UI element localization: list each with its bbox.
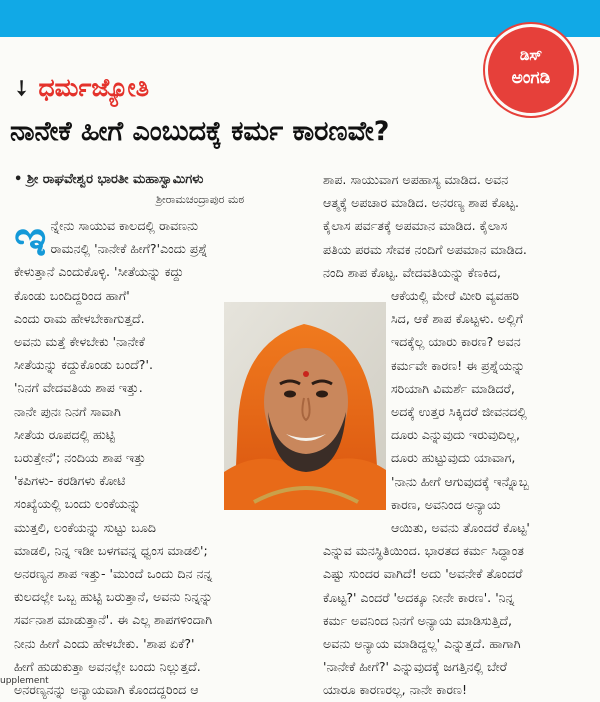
text-line: 'ನಿನಗೆ ವೇದವತಿಯ ಶಾಪ ಇತ್ತು. <box>14 380 143 396</box>
text-line: ಸೀತೆಯ ರೂಪದಲ್ಲಿ ಹುಟ್ಟಿ <box>14 426 115 442</box>
text-line: ಸರಿಯಾಗಿ ವಿಮರ್ಶೆ ಮಾಡಿದರೆ, <box>391 380 515 396</box>
text-line: ನ್ನೇನು ಸಾಯುವ ಕಾಲದಲ್ಲಿ ರಾವಣನು <box>50 218 199 233</box>
text-line: ಕುಲದಲ್ಲೇ ಒಬ್ಬ ಹುಟ್ಟಿ ಬರುತ್ತಾನೆ, ಅವನು ನಿನ್ನನ್ನು <box>14 589 213 605</box>
arrow-icon: ➘ <box>5 72 37 104</box>
text-line: ಇದಕ್ಕೆಲ್ಲ ಯಾರು ಕಾರಣ? ಅವನ <box>391 334 521 350</box>
text-line: ಹೀಗೆ ಹುಡುಕುತ್ತಾ ಅವನಲ್ಲೇ ಬಂದು ನಿಲ್ಲುತ್ತದೆ. <box>14 658 201 674</box>
text-line: ಎಷ್ಟು ಸುಂದರ ವಾಗಿದೆ! ಅದು 'ಅವನೇಕೆ ತೊಂದರೆ <box>323 566 523 582</box>
text-line: ಯಾರೂ ಕಾರಣರಲ್ಲ, ನಾನೇ ಕಾರಣ! <box>323 682 468 698</box>
article-headline: ನಾನೇಕೆ ಹೀಗೆ ಎಂಬುದಕ್ಕೆ ಕರ್ಮ ಕಾರಣವೇ? <box>10 116 390 147</box>
text-line: ಆಯಿತು, ಅವನು ತೊಂದರೆ ಕೊಟ್ಟ' <box>391 520 530 536</box>
text-line: 'ನಾನೇಕೆ ಹೀಗೆ?' ಎನ್ನುವುದಕ್ಕೆ ಜಗತ್ತಿನಲ್ಲಿ ಬೇರೆ <box>323 659 507 675</box>
section-header <box>5 72 149 104</box>
footer-caption: upplement <box>0 676 49 686</box>
text-line: ದೂರು ಹುಟ್ಟುವುದು ಯಾವಾಗ, <box>391 450 516 466</box>
text-line: ಬರುತ್ತೇನೆ'; ನಂದಿಯ ಶಾಪ ಇತ್ತು <box>14 450 146 466</box>
author-place: ಶ್ರೀರಾಮಚಂದ್ರಾಪುರ ಮಠ <box>156 193 245 206</box>
text-line: 'ನಾನು ಹೀಗೆ ಆಗುವುದಕ್ಕೆ ಇನ್ನೊಬ್ಬ <box>391 473 529 489</box>
text-line: ರಾಮನಲ್ಲಿ 'ನಾನೇಕೆ ಹೀಗೆ?'ಎಂದು ಪ್ರಶ್ನೆ <box>50 241 208 257</box>
text-line: ನಾನೇ ಪುನಃ ನಿನಗೆ ಸಾವಾಗಿ <box>14 403 121 419</box>
text-line: ಕರ್ಮ ಅವನಿಂದ ನಿನಗೆ ಅನ್ಯಾಯ ಮಾಡಿಸುತ್ತಿದೆ, <box>323 612 513 628</box>
text-line: 'ಕಪಿಗಳು- ಕರಡಿಗಳು ಕೋಟಿ <box>14 473 126 489</box>
text-line: ಅದಕ್ಕೆ ಉತ್ತರ ಸಿಕ್ಕಿದರೆ ಜೀವನದಲ್ಲಿ <box>391 404 527 420</box>
text-line: ಸಿದ, ಆಕೆ ಶಾಪ ಕೊಟ್ಟಳು. ಅಲ್ಲಿಗೆ <box>391 311 524 327</box>
text-line: ಕೈಲಾಸ ಪರ್ವತಕ್ಕೆ ಅಪಮಾನ ಮಾಡಿದ. ಕೈಲಾಸ <box>323 218 508 234</box>
text-line: ಮುತ್ತಲಿ, ಲಂಕೆಯನ್ನು ಸುಟ್ಟು ಬೂದಿ <box>14 519 156 535</box>
text-line: ಕರ್ಮವೇ ಕಾರಣ! ಈ ಪ್ರಶ್ನೆಯನ್ನು <box>391 357 526 373</box>
text-line: ಅನರಣ್ಯನನ್ನು ಅನ್ಯಾಯವಾಗಿ ಕೊಂದದ್ದರಿಂದ ಆ <box>14 682 199 698</box>
text-line: ಮಾಡಲಿ, ನಿನ್ನ ಇಡೀ ಬಳಗವನ್ನ ಧ್ವಂಸ ಮಾಡಲಿ'; <box>14 542 208 558</box>
badge-line-1: ಡಿಸ್ <box>519 46 543 64</box>
text-line: ಅವನು ಅನ್ಯಾಯ ಮಾಡಿದ್ದಲ್ಲ' ಎನ್ನುತ್ತದೆ. ಹಾಗಾಗಿ <box>323 636 521 652</box>
text-line: ಸಂಖ್ಯೆಯಲ್ಲಿ ಬಂದು ಲಂಕೆಯನ್ನು <box>14 496 141 512</box>
supplement-logo-badge <box>485 24 577 116</box>
badge-line-2: ಅಂಗಡಿ <box>511 68 551 88</box>
text-line: ಕೊಟ್ಟ?' ಎಂದರೆ 'ಅದಕ್ಕೂ ನೀನೇ ಕಾರಣ'. 'ನಿನ್ನ <box>323 589 515 605</box>
text-line: ಕೊಂಡು ಬಂದಿದ್ದರಿಂದ ಹಾಗೆ' <box>14 287 130 303</box>
text-line: ನಂದಿ ಶಾಪ ಕೊಟ್ಟ. ವೇದವತಿಯನ್ನು ಕೆಣಕಿದ, <box>323 264 501 280</box>
text-line: ಆತ್ಮಕ್ಕೆ ಅಪಚಾರ ಮಾಡಿದ. ಅನರಣ್ಯ ಶಾಪ ಕೊಟ್ಟ. <box>323 195 520 211</box>
text-line: ಕೇಳುತ್ತಾನೆ ಎಂದುಕೊಳ್ಳಿ. 'ಸೀತೆಯನ್ನು ಕದ್ದು <box>14 264 184 280</box>
text-line: ಶಾಪ. ಸಾಯುವಾಗ ಅಪಹಾಸ್ಯ ಮಾಡಿದ. ಅವನ <box>323 172 509 187</box>
article-author: • ಶ್ರೀ ರಾಘವೇಶ್ವರ ಭಾರತೀ ಮಹಾಸ್ವಾಮಿಗಳು <box>14 172 204 187</box>
text-line: ಅನರಣ್ಯನ ಶಾಪ ಇತ್ತು- 'ಮುಂದೆ ಒಂದು ದಿನ ನನ್ನ <box>14 566 213 582</box>
text-line: ಎಂದು ರಾಮ ಹೇಳಬೇಕಾಗುತ್ತದೆ. <box>14 310 145 326</box>
text-line: ಸೀತೆಯನ್ನು ಕದ್ದುಕೊಂಡು ಬಂದೆ?'. <box>14 357 153 373</box>
text-line: ಕಾರಣ, ಅವನಿಂದ ಅನ್ಯಾಯ <box>391 496 501 512</box>
text-line: ದೂರು ಎನ್ನುವುದು ಇರುವುದಿಲ್ಲ, <box>391 427 520 443</box>
author-portrait <box>224 302 386 510</box>
text-line: ಆಕೆಯಲ್ಲಿ ಮೇರೆ ಮೀರಿ ವ್ಯವಹರಿ <box>391 288 519 304</box>
drop-cap: ಇ <box>14 209 47 267</box>
text-line: ಪತಿಯ ಪರಮ ಸೇವಕ ನಂದಿಗೆ ಅಪಮಾನ ಮಾಡಿದ. <box>323 241 527 257</box>
text-line: ನೀನು ಹೀಗೆ ಎಂದು ಹೇಳಬೇಕು. 'ಶಾಪ ಏಕೆ?' <box>14 635 195 651</box>
text-line: ಸರ್ವನಾಶ ಮಾಡುತ್ತಾನೆ'. ಈ ಎಲ್ಲ ಶಾಪಗಳಿಂದಾಗಿ <box>14 612 213 628</box>
section-name: ಧರ್ಮಜ್ಯೋತಿ <box>38 73 149 102</box>
text-line: ಅವನು ಮತ್ತೆ ಕೇಳಬೇಕು 'ನಾನೇಕೆ <box>14 334 145 350</box>
text-line: ಎನ್ನುವ ಮನಸ್ಥಿತಿಯಿಂದ. ಭಾರತದ ಕರ್ಮ ಸಿದ್ಧಾಂತ <box>323 543 524 559</box>
